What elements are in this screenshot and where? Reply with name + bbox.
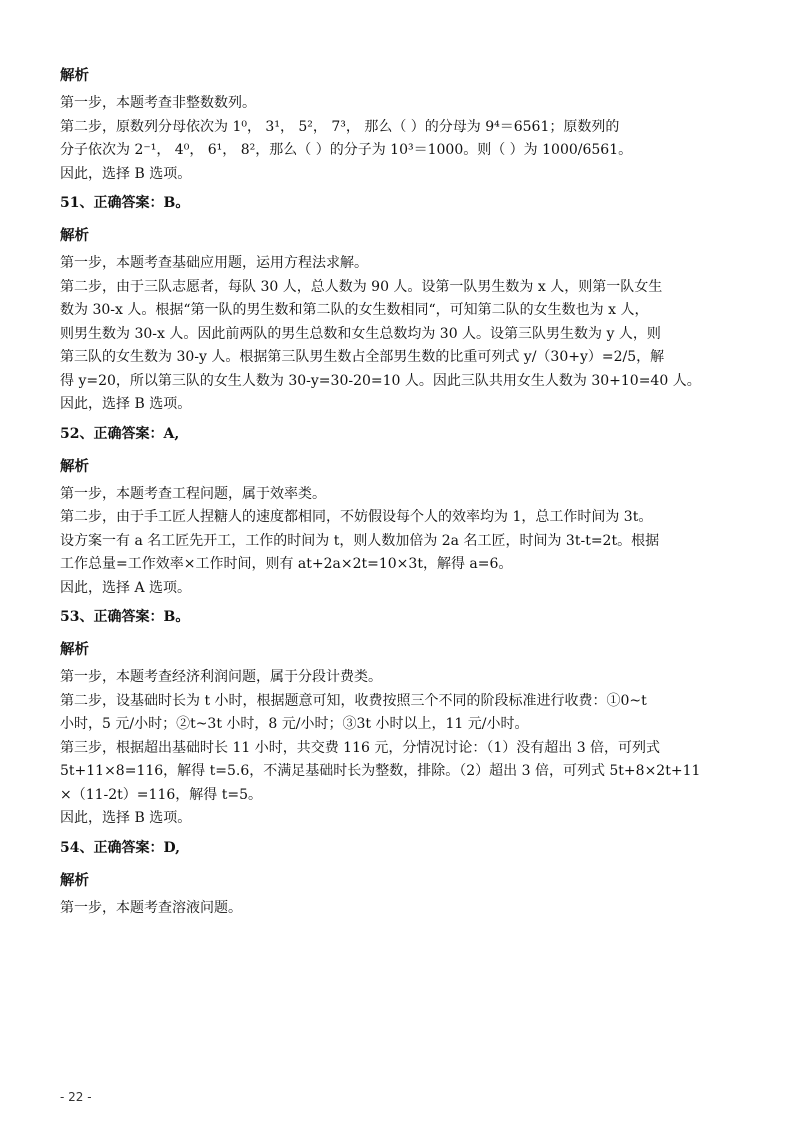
analysis-line: 因此，选择 B 选项。	[60, 396, 192, 412]
analysis-line: 第二步，原数列分母依次为 1⁰， 3¹， 5²， 7³， 那么（ ）的分母为 9⁴＝6561；原数列的	[60, 118, 620, 135]
analysis-line: 因此，选择 B 选项。	[60, 165, 192, 182]
correct-answer-heading: 52、正确答案：A,	[60, 425, 180, 442]
page-number: - 22 -	[60, 1090, 92, 1104]
analysis-line: 第三步，根据超出基础时长 11 小时，共交费 116 元，分情况讨论：（1）没有超出 3 倍，可列式	[60, 739, 661, 756]
analysis-heading: 解析	[60, 67, 89, 84]
analysis-line: 5t+11×8=116，解得 t=5.6，不满足基础时长为整数，排除。（2）超出 3 倍，可列式 5t+8×2t+11	[60, 763, 701, 779]
analysis-line: 第三队的女生数为 30-y 人。根据第三队男生数占全部男生数的比重可列式 y/（30+y）=2/5，解	[60, 349, 665, 365]
analysis-line: 第一步，本题考查工程问题，属于效率类。	[60, 485, 326, 502]
analysis-heading: 解析	[60, 871, 89, 889]
analysis-line: 第一步，本题考查基础应用题，运用方程法求解。	[60, 255, 368, 271]
answer-block-52	[60, 417, 750, 601]
analysis-line: ×（11-2t）=116，解得 t=5。	[60, 786, 262, 803]
analysis-line: 第二步，设基础时长为 t 小时，根据题意可知，收费按照三个不同的阶段标准进行收费：①0~t	[60, 692, 647, 709]
analysis-line: 工作总量=工作效率×工作时间，则有 at+2a×2t=10×3t，解得 a=6。	[60, 556, 513, 572]
analysis-line: 第二步，由于三队志愿者，每队 30 人，总人数为 90 人。设第一队男生数为 x 人，则第一队女生	[60, 278, 663, 295]
correct-answer-heading: 53、正确答案：B。	[60, 609, 190, 625]
answer-block-51	[60, 186, 750, 417]
answer-block-53	[60, 600, 750, 831]
analysis-heading: 解析	[60, 227, 89, 244]
analysis-line: 分子依次为 2⁻¹， 4⁰， 6¹， 8²，那么（ ）的分子为 10³＝1000。则（ ）为 1000/6561。	[60, 142, 633, 158]
analysis-line: 小时，5 元/小时；②t~3t 小时，8 元/小时；③3t 小时以上，11 元/小时。	[60, 716, 529, 732]
analysis-line: 则男生数为 30-x 人。因此前两队的男生总数和女生总数均为 30 人。设第三队男生数为 y 人，则	[60, 325, 661, 342]
analysis-line: 数为 30-x 人。根据“第一队的男生数和第二队的女生数相同“，可知第二队的女生数也为 x 人，	[60, 302, 649, 318]
correct-answer-heading: 54、正确答案：D,	[60, 839, 180, 856]
analysis-line: 因此，选择 B 选项。	[60, 810, 192, 826]
analysis-line: 设方案一有 a 名工匠先开工，工作的时间为 t，则人数加倍为 2a 名工匠，时间为 3t-t=2t。根据	[60, 532, 660, 549]
analysis-line: 第二步，由于手工匠人捏糖人的速度都相同，不妨假设每个人的效率均为 1，总工作时间为 3t。	[60, 509, 653, 525]
analysis-heading: 解析	[60, 641, 89, 658]
analysis-heading: 解析	[60, 457, 89, 475]
analysis-line: 得 y=20，所以第三队的女生人数为 30-y=30-20=10 人。因此三队共用女生人数为 30+10=40 人。	[60, 372, 701, 389]
document-body	[60, 60, 750, 920]
analysis-block-50	[60, 60, 750, 186]
analysis-line: 因此，选择 A 选项。	[60, 579, 192, 596]
analysis-line: 第一步，本题考查经济利润问题，属于分段计费类。	[60, 669, 382, 685]
answer-block-54	[60, 831, 750, 921]
analysis-line: 第一步，本题考查非整数数列。	[60, 95, 256, 111]
correct-answer-heading: 51、正确答案：B。	[60, 195, 190, 211]
analysis-line: 第一步，本题考查溶液问题。	[60, 899, 242, 916]
